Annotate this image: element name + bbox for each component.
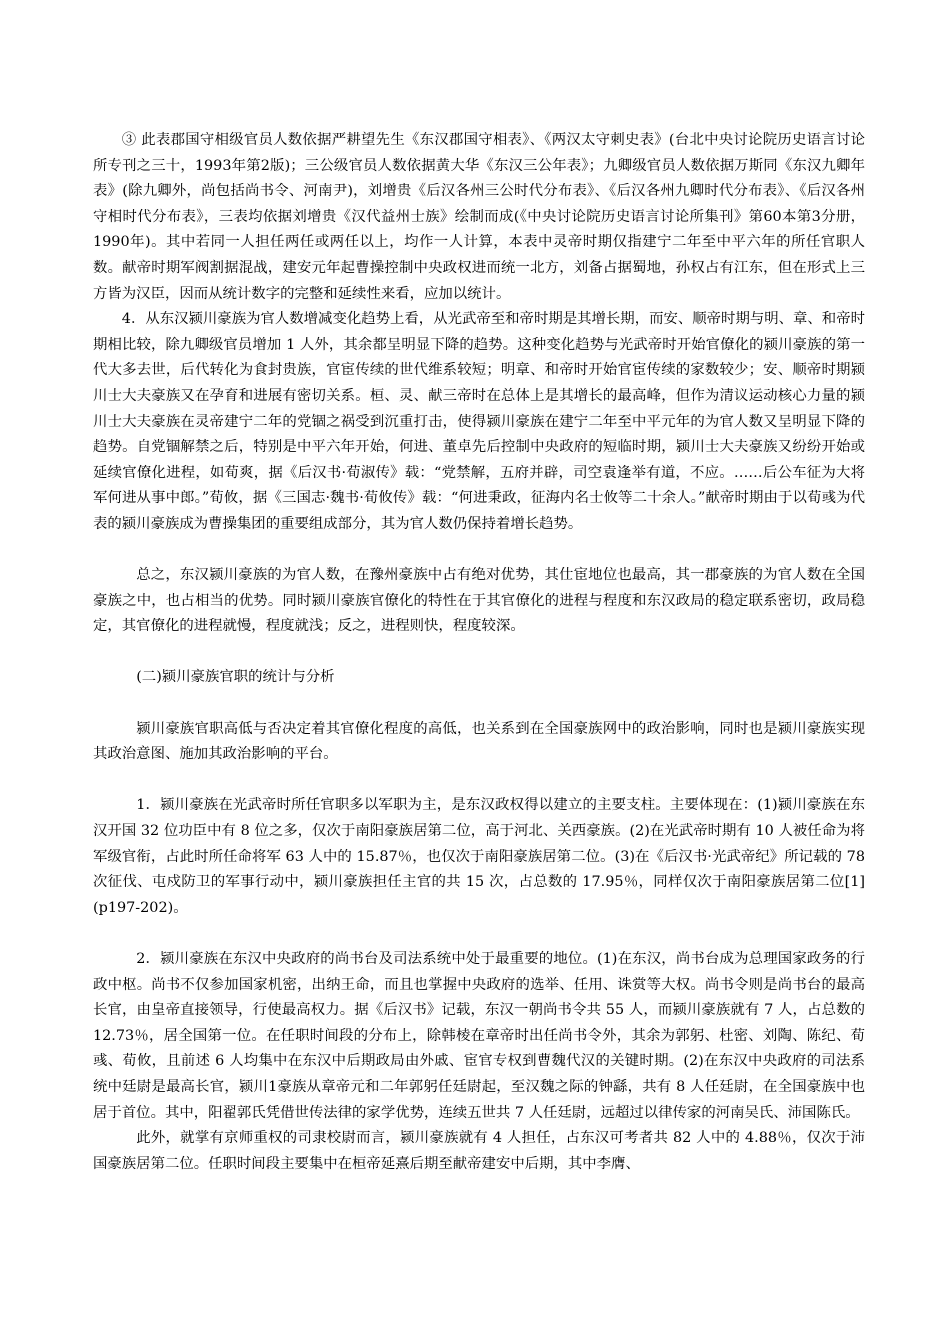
paragraph-spacer <box>93 768 865 794</box>
point-2-continuation: 此外，就掌有京师重权的司隶校尉而言，颍川豪族就有 4 人担任，占东汉可考者共 82 人中的 4.88％，仅次于沛国豪族居第二位。任职时间段主要集中在桓帝延熹后期至献帝建安中后期，其中李膺、 <box>93 1130 865 1172</box>
point-4-paragraph: 4．从东汉颍川豪族为官人数增减变化趋势上看，从光武帝至和帝时期是其增长期，而安、顺帝时期与明、章、和帝时期相比较，除九卿级官员增加 1 人外，其余都呈明显下降的趋势。这种变化趋势与光武帝时开始官僚化的颍川豪族的第一代大多去世，后代转化为食封贵族，官宦传续的世代维系较短；明章、和帝时开始官宦传续的家数较少；安、顺帝时期颍川士大夫豪族又在孕育和进展有密切关系。桓、灵、献三帝时在总体上是其增长的最高峰，但作为清议运动核心力量的颍川士大夫豪族在灵帝建宁二年的党锢之祸受到沉重打击，使得颍川豪族在建宁二年至中平元年的为官人数又呈明显下降的趋势。自党锢解禁之后，特别是中平六年开始，何进、董卓先后控制中央政府的短临时期，颍川士大夫豪族又纷纷开始或延续官僚化进程，如荀爽，据《后汉书·荀淑传》载：“党禁解，五府并辟，司空袁逢举有道，不应。……后公车征为大将军何进从事中郎。”荀攸，据《三国志·魏书·荀攸传》载：“何进秉政，征海内名士攸等二十余人。”献帝时期由于以荀彧为代表的颍川豪族成为曹操集团的重要组成部分，其为官人数仍保持着增长趋势。 <box>93 311 865 532</box>
section-heading: (二)颍川豪族官职的统计与分析 <box>136 669 335 686</box>
section-intro-paragraph: 颍川豪族官职高低与否决定着其官僚化程度的高低，也关系到在全国豪族网中的政治影响，同时也是颍川豪族实现其政治意图、施加其政治影响的平台。 <box>93 720 865 763</box>
paragraph-spacer <box>93 640 865 666</box>
paragraph-spacer <box>93 538 865 564</box>
point-2-paragraph: 2．颍川豪族在东汉中央政府的尚书台及司法系统中处于最重要的地位。(1)在东汉，尚书台成为总理国家政务的行政中枢。尚书不仅参加国家机密，出纳王命，而且也掌握中央政府的选举、任用、诛赏等大权。尚书令则是尚书台的最高长官，由皇帝直接领导，行使最高权力。据《后汉书》记载，东汉一朝尚书令共 55 人，而颍川豪族就有 7 人，占总数的 12.73％，居全国第一位。在任职时间段的分布上，除韩棱在章帝时出任尚书令外，其余为郭躬、杜密、刘陶、陈纪、荀彧、荀攸，且前述 6 人均集中在东汉中后期政局由外戚、宦官专权到曹魏代汉的关键时期。(2)在东汉中央政府的司法系统中廷尉是最高长官，颍川1豪族从章帝元和二年郭躬任廷尉起，至汉魏之际的钟繇，共有 8 人任廷尉，在全国豪族中也居于首位。其中，阳翟郭氏凭借世传法律的家学优势，连续五世共 7 人任廷尉，远超过以律传家的河南吴氏、沛国陈氏。 <box>93 951 865 1121</box>
paragraph-spacer <box>93 691 865 717</box>
paragraph-spacer <box>93 921 865 947</box>
summary-paragraph: 总之，东汉颍川豪族的为官人数，在豫州豪族中占有绝对优势，其仕宦地位也最高，其一郡豪族的为官人数在全国豪族之中，也占相当的优势。同时颍川豪族官僚化的特性在于其官僚化的进程与程度和东汉政局的稳定联系密切，政局稳定，其官僚化的进程就慢，程度就浅；反之，进程则快，程度较深。 <box>93 567 865 635</box>
footnote-3: ③ 此表郡国守相级官员人数依据严耕望先生《东汉郡国守相表》、《两汉太守刺史表》(台北中央讨论院历史语言讨论所专刊之三十，1993年第2版)；三公级官员人数依据黄大华《东汉三公年表》；九卿级官员人数依据万斯同《东汉九卿年表》(除九卿外，尚包括尚书令、河南尹)，刘增贵《后汉各州三公时代分布表》、《后汉各州九卿时代分布表》、《后汉各州守相时代分布表》，三表均依据刘增贵《汉代益州士族》绘制而成(《中央讨论院历史语言讨论所集刊》第60本第3分册，1990年)。其中若同一人担任两任或两任以上，均作一人计算，本表中灵帝时期仅指建宁二年至中平六年的所任官职人数。献帝时期军阀割据混战，建安元年起曹操控制中央政权进而统一北方，刘备占据蜀地，孙权占有江东，但在形式上三方皆为汉臣，因而从统计数字的完整和延续性来看，应加以统计。 <box>93 132 865 302</box>
point-1-paragraph: 1．颍川豪族在光武帝时所任官职多以军职为主，是东汉政权得以建立的主要支柱。主要体现在：(1)颍川豪族在东汉开国 32 位功臣中有 8 位之多，仅次于南阳豪族居第二位，高于河北、关西豪族。(2)在光武帝时期有 10 人被任命为将军级官衔，占此时所任命将军 63 人中的 15.87％，也仅次于南阳豪族居第二位。(3)在《后汉书·光武帝纪》所记载的 78 次征伐、屯戍防卫的军事行动中，颍川豪族担任主官的共 15 次，占总数的 17.95％，同样仅次于南阳豪族居第二位[1](p197-202)。 <box>93 797 865 916</box>
document-page <box>93 128 865 1177</box>
